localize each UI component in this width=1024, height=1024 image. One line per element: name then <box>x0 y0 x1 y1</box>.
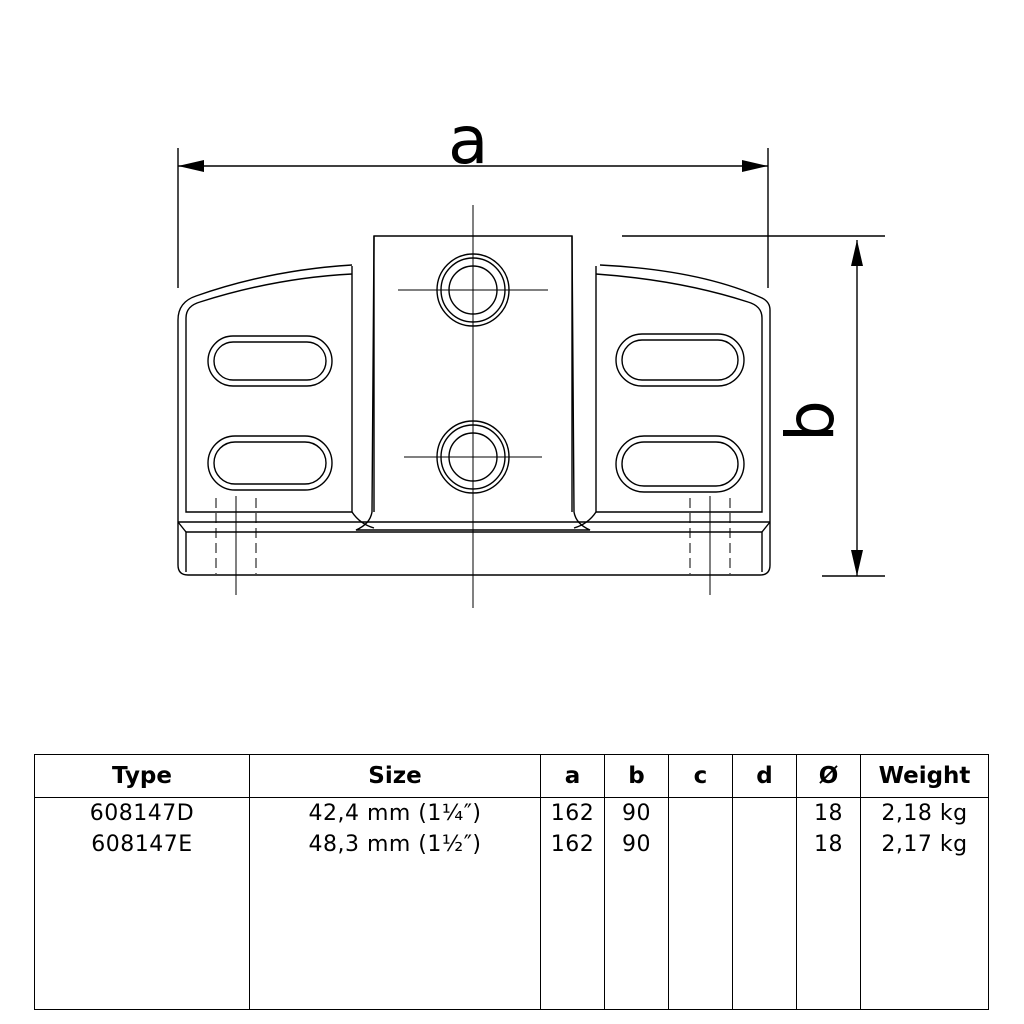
arrow-b-top <box>851 240 863 266</box>
dimension-label-a: a <box>448 102 489 179</box>
cell-type: 608147E <box>35 829 250 860</box>
table-header-row <box>35 755 989 798</box>
base-plate-outline <box>178 265 770 575</box>
header-b: b <box>605 755 669 798</box>
table-row <box>35 798 989 830</box>
cell-size: 42,4 mm (1¼″) <box>250 798 541 830</box>
slot-right-top <box>616 334 744 386</box>
cell-d <box>733 798 797 830</box>
cell-diameter: 18 <box>797 829 861 860</box>
cell-a: 162 <box>541 798 605 830</box>
header-diameter: Ø <box>797 755 861 798</box>
cell-diameter: 18 <box>797 798 861 830</box>
slot-right-bottom <box>616 436 744 492</box>
dimension-label-b: b <box>771 400 849 442</box>
cell-type: 608147D <box>35 798 250 830</box>
arrow-a-right <box>742 160 768 172</box>
slot-left-top <box>208 336 332 386</box>
header-type: Type <box>35 755 250 798</box>
header-a: a <box>541 755 605 798</box>
cell-weight: 2,18 kg <box>861 798 989 830</box>
header-size: Size <box>250 755 541 798</box>
header-weight: Weight <box>861 755 989 798</box>
slot-left-bottom <box>208 436 332 490</box>
table-row <box>35 829 989 860</box>
table-empty-space <box>35 860 989 1010</box>
cell-a: 162 <box>541 829 605 860</box>
header-c: c <box>669 755 733 798</box>
cell-weight: 2,17 kg <box>861 829 989 860</box>
cell-size: 48,3 mm (1½″) <box>250 829 541 860</box>
cell-d <box>733 829 797 860</box>
specification-table <box>34 754 989 1010</box>
arrow-b-bottom <box>851 550 863 576</box>
cell-c <box>669 829 733 860</box>
header-d: d <box>733 755 797 798</box>
cell-b: 90 <box>605 798 669 830</box>
cell-c <box>669 798 733 830</box>
cell-b: 90 <box>605 829 669 860</box>
arrow-a-left <box>178 160 204 172</box>
